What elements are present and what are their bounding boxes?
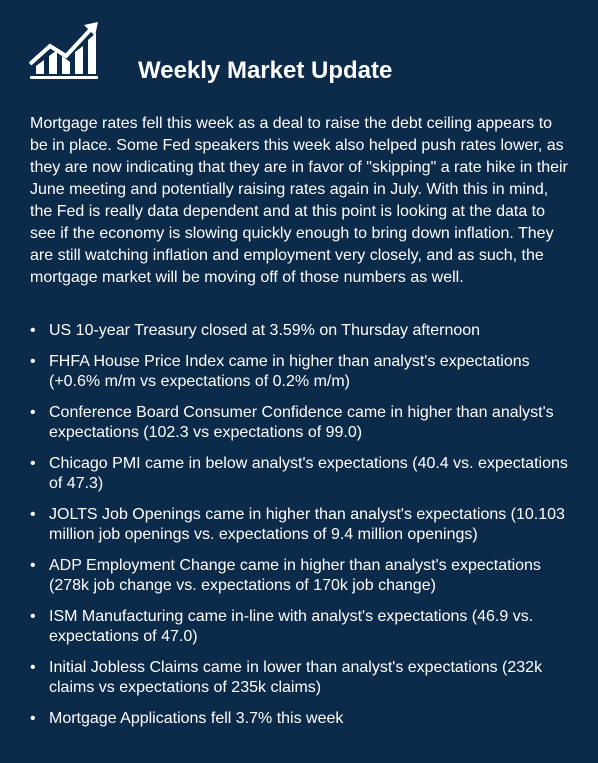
list-item	[30, 607, 570, 647]
list-item-text: FHFA House Price Index came in higher than analyst's expectations (+0.6% m/m vs expectations of 0.2% m/m)	[49, 353, 530, 390]
bullet-icon: •	[30, 455, 36, 472]
list-item	[30, 658, 570, 698]
list-item-text: Initial Jobless Claims came in lower than analyst's expectations (232k claims vs expectations of 235k claims)	[49, 659, 543, 696]
list-item	[30, 709, 570, 729]
list-item	[30, 403, 570, 443]
bullet-icon: •	[30, 404, 36, 421]
market-bullet-list	[30, 321, 570, 740]
list-item	[30, 556, 570, 596]
header	[0, 0, 598, 100]
bullet-icon: •	[30, 557, 36, 574]
bullet-icon: •	[30, 710, 36, 727]
list-item-text: JOLTS Job Openings came in higher than analyst's expectations (10.103 million job openings vs. expectations of 9.4 million openings)	[49, 506, 565, 543]
list-item-text: ISM Manufacturing came in-line with analyst's expectations (46.9 vs. expectations of 47.0)	[49, 608, 534, 645]
rising-chart-icon	[28, 20, 100, 80]
list-item-text: US 10-year Treasury closed at 3.59% on Thursday afternoon	[49, 322, 481, 339]
list-item-text: Conference Board Consumer Confidence came in higher than analyst's expectations (102.3 vs expectations of 99.0)	[49, 404, 554, 441]
page-title: Weekly Market Update	[138, 57, 393, 84]
bullet-icon: •	[30, 608, 36, 625]
list-item	[30, 352, 570, 392]
bullet-icon: •	[30, 506, 36, 523]
list-item	[30, 505, 570, 545]
list-item-text: Chicago PMI came in below analyst's expectations (40.4 vs. expectations of 47.3)	[49, 455, 568, 492]
list-item	[30, 321, 570, 341]
list-item	[30, 454, 570, 494]
bullet-icon: •	[30, 322, 36, 339]
list-item-text: Mortgage Applications fell 3.7% this week	[49, 710, 344, 727]
intro-paragraph: Mortgage rates fell this week as a deal to raise the debt ceiling appears to be in place. Some Fed speakers this week also helped push rates lower, as they are now indicating that they are in favor of "skipping" a rate hike in their June meeting and potentially raising rates again in July. With this in mind, the Fed is really data dependent and at this point is looking at the data to see if the economy is slowing quickly enough to bring down inflation. They are still watching inflation and employment very closely, and as such, the mortgage market will be moving off of those numbers as well.	[30, 115, 568, 286]
list-item-text: ADP Employment Change came in higher than analyst's expectations (278k job change vs. expectations of 170k job change)	[49, 557, 541, 594]
bullet-icon: •	[30, 659, 36, 676]
bullet-icon: •	[30, 353, 36, 370]
